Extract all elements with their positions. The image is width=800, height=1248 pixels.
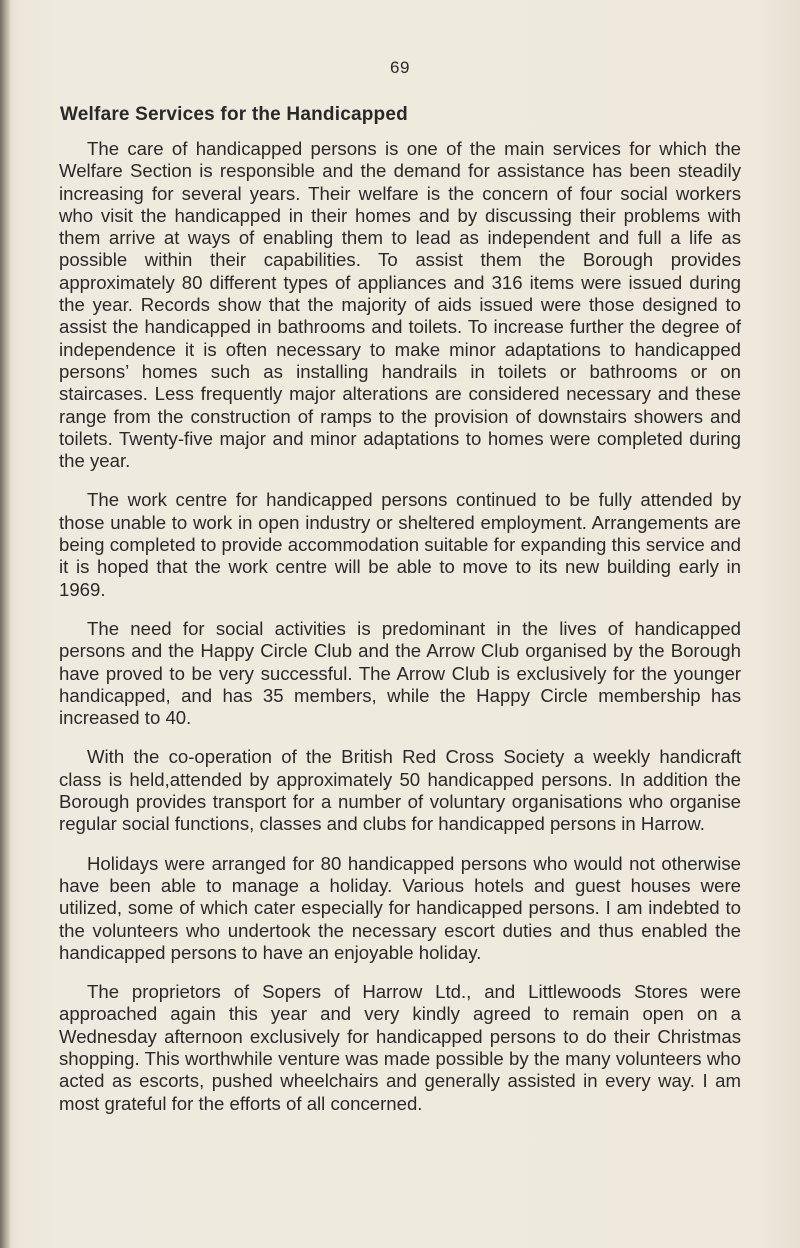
section-heading: Welfare Services for the Handicapped [60,104,408,125]
paragraph-christmas-shopping: The proprietors of Sopers of Harrow Ltd., and Littlewoods Stores were approached again this year and very kindly agreed to remain open on a Wednesday afternoon exclusively for handicapped persons to do their Christmas shopping. This worthwhile venture was made possible by the many volunteers who acted as escorts, pushed wheelchairs and generally assisted in every way. I am most grateful for the efforts of all concerned. [59,981,741,1114]
binding-gutter [0,0,10,1248]
paragraph-work-centre: The work centre for handicapped persons continued to be fully attended by those unable to work in open industry or sheltered employment. Arrangements are being completed to provide accommodation suitable for expanding this service and it is hoped that the work centre will be able to move to its new building early in 1969. [59,489,741,600]
page-number: 69 [390,58,410,77]
paragraph-social-clubs: The need for social activities is predominant in the lives of handicapped persons and the Happy Circle Club and the Arrow Club organised by the Borough have proved to be very successful. The Arrow Club is exclusively for the younger handicapped, and has 35 members, while the Happy Circle membership has increased to 40. [59,617,741,729]
body-text [59,138,741,1132]
paragraph-holidays: Holidays were arranged for 80 handicapped persons who would not otherwise have been able to manage a holiday. Various hotels and guest houses were utilized, some of which cater especially for handicapped persons. I am indebted to the volunteers who undertook the necessary escort duties and thus enabled the handicapped persons to have an enjoyable holiday. [59,852,741,963]
paragraph-handicraft-class: With the co-operation of the British Red Cross Society a weekly handicraft class is held,attended by approximately 50 handicapped persons. In addition the Borough provides transport for a number of voluntary organisations who organise regular social functions, classes and clubs for handicapped persons in Harrow. [59,746,741,835]
paragraph-appliances-adaptations: The care of handicapped persons is one of the main services for which the Welfare Section is responsible and the demand for assistance has been steadily increasing for several years. Their welfare is the concern of four social workers who visit the handicapped in their homes and by discussing their problems with them arrive at ways of enabling them to lead as independent and full a life as possible within their capabilities. To assist them the Borough provides approximately 80 different types of appliances and 316 items were issued during the year. Records show that the majority of aids issued were those designed to assist the handicapped in bathrooms and toilets. To increase further the degree of independence it is often necessary to make minor adaptations to handicapped persons’ homes such as installing handrails in toilets or bathrooms or on staircases. Less frequently major alterations are considered necessary and these range from the construction of ramps to the provision of downstairs showers and toilets. Twenty-five major and minor adaptations to homes were completed during the year. [59,138,741,472]
